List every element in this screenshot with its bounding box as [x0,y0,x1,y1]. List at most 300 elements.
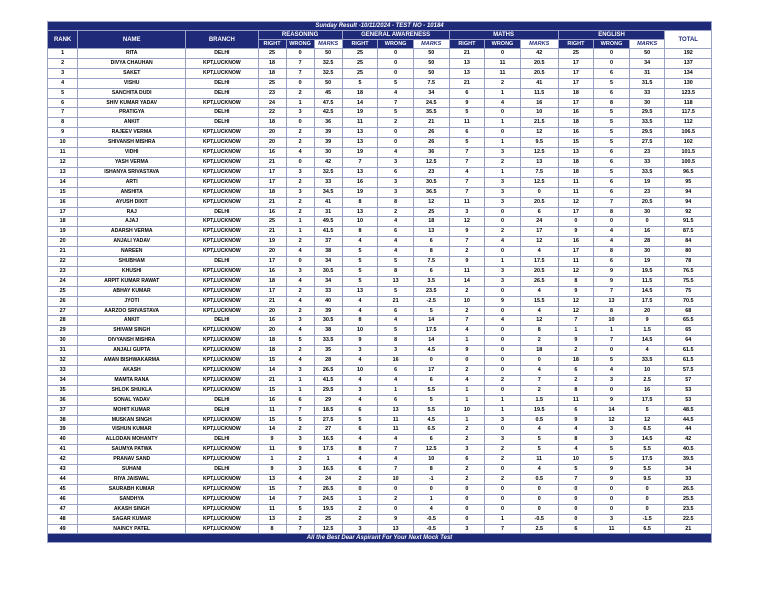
score-cell: 21 [258,197,286,207]
score-cell: 2 [449,474,485,484]
score-cell: 13 [520,157,558,167]
score-cell: 5 [413,395,449,405]
score-cell: 0 [485,356,521,366]
name-cell: VISHU [78,78,186,88]
score-cell: 39 [314,128,342,138]
total-cell: 23.5 [665,504,712,514]
name-cell: SHIVAM SINGH [78,326,186,336]
score-cell: 6 [378,366,414,376]
score-cell: 7 [520,375,558,385]
branch-cell: KPT,LUCKNOW [186,276,258,286]
score-cell: 5 [558,465,594,475]
score-cell: 1 [485,395,521,405]
table-row [48,266,712,276]
name-cell: AKASH [78,366,186,376]
score-cell: 25 [258,49,286,59]
score-cell: 10 [342,326,378,336]
score-cell: 28 [629,237,665,247]
score-cell: 6 [594,148,630,158]
score-cell: 18.5 [314,405,342,415]
score-cell: 19.5 [520,405,558,415]
score-cell: 2 [342,504,378,514]
total-cell: 96.5 [665,167,712,177]
score-cell: 4 [342,306,378,316]
score-cell: 16 [378,356,414,366]
score-cell: 47.5 [314,98,342,108]
score-cell: 14 [449,276,485,286]
score-cell: 0 [594,484,630,494]
total-cell: 65 [665,326,712,336]
score-cell: 25 [314,514,342,524]
branch-cell: KPT,LUCKNOW [186,425,258,435]
score-cell: 11 [378,415,414,425]
score-cell: 1 [485,138,521,148]
score-cell: 3 [485,187,521,197]
score-cell: 37 [314,237,342,247]
score-cell: 1 [413,494,449,504]
branch-cell: DELHI [186,207,258,217]
rank-cell: 49 [48,524,78,534]
score-cell: -1 [413,474,449,484]
score-cell: 4.5 [413,346,449,356]
score-cell: 21 [449,78,485,88]
score-cell: 0 [485,128,521,138]
rank-cell: 33 [48,366,78,376]
score-cell: 2 [485,78,521,88]
rank-cell: 9 [48,128,78,138]
table-row [48,445,712,455]
score-cell: 16 [558,237,594,247]
score-cell: 27.5 [314,415,342,425]
score-cell: 40 [314,296,342,306]
score-cell: 9 [594,266,630,276]
total-cell: 76.5 [665,266,712,276]
score-cell: 30.5 [314,266,342,276]
score-cell: 6 [413,435,449,445]
score-cell: 2 [286,237,314,247]
branch-cell: KPT,LUCKNOW [186,356,258,366]
score-cell: 2 [286,514,314,524]
score-cell: 18 [258,276,286,286]
total-cell: 68 [665,306,712,316]
score-cell: 0.5 [520,474,558,484]
branch-cell: KPT,LUCKNOW [186,157,258,167]
total-cell: 39.5 [665,455,712,465]
score-cell: 33 [314,286,342,296]
sub-header-marks: MARKS [413,40,449,49]
score-cell: 0 [378,58,414,68]
rank-cell: 19 [48,227,78,237]
total-cell: 44.5 [665,415,712,425]
score-cell: 6 [558,366,594,376]
table-row [48,78,712,88]
score-cell: 5 [378,78,414,88]
table-row [48,177,712,187]
name-cell: SAURABH KUMAR [78,484,186,494]
score-cell: 6 [413,237,449,247]
name-cell: SHUBHAM [78,257,186,267]
score-cell: 16 [258,207,286,217]
table-row [48,524,712,534]
rank-cell: 31 [48,346,78,356]
score-cell: 4 [286,356,314,366]
table-row [48,346,712,356]
score-cell: 9 [558,415,594,425]
branch-cell: KPT,LUCKNOW [186,375,258,385]
table-row [48,425,712,435]
table-row [48,138,712,148]
rank-cell: 8 [48,118,78,128]
rank-cell: 40 [48,435,78,445]
score-cell: 14 [258,366,286,376]
score-cell: 23 [629,187,665,197]
name-cell: DIVYANSH MISHRA [78,336,186,346]
rank-cell: 44 [48,474,78,484]
branch-header: BRANCH [186,31,258,49]
score-cell: 16 [258,395,286,405]
result-sheet [47,21,712,543]
total-cell: 40.5 [665,445,712,455]
score-cell: 0 [520,484,558,494]
table-row [48,237,712,247]
score-cell: 0 [594,494,630,504]
score-cell: 5 [594,356,630,366]
score-cell: 1 [485,405,521,415]
rank-cell: 4 [48,78,78,88]
score-cell: 3 [594,435,630,445]
score-cell: 6 [449,455,485,465]
score-cell: 25 [258,78,286,88]
score-cell: 23 [258,88,286,98]
score-cell: 0 [520,494,558,504]
score-cell: 7 [342,157,378,167]
score-cell: 24 [314,474,342,484]
score-cell: 6 [449,128,485,138]
branch-cell: DELHI [186,395,258,405]
score-cell: 4 [378,247,414,257]
table-row [48,128,712,138]
score-cell: 12.5 [413,445,449,455]
rank-cell: 38 [48,415,78,425]
score-cell: 6 [413,375,449,385]
score-cell: 18 [558,356,594,366]
score-cell: 1 [594,326,630,336]
name-cell: SANCHITA DUDI [78,88,186,98]
score-cell: 0 [449,494,485,504]
rank-cell: 20 [48,237,78,247]
score-cell: 17 [558,68,594,78]
score-cell: 0 [520,504,558,514]
score-cell: 8 [413,465,449,475]
score-cell: 3 [485,148,521,158]
table-row [48,58,712,68]
score-cell: 9.5 [520,138,558,148]
score-cell: 3 [485,197,521,207]
name-cell: AYUSH DIXIT [78,197,186,207]
score-cell: 3 [485,266,521,276]
score-cell: 19 [342,187,378,197]
score-cell: 0 [286,157,314,167]
score-cell: 6 [378,227,414,237]
score-cell: 9 [449,257,485,267]
score-cell: 7 [449,237,485,247]
score-cell: 4 [378,217,414,227]
score-cell: 17 [258,167,286,177]
branch-cell: KPT,LUCKNOW [186,484,258,494]
score-cell: 20 [258,326,286,336]
score-cell: 2 [378,494,414,504]
name-cell: RAJ [78,207,186,217]
score-cell: 17 [558,78,594,88]
name-cell: AJAJ [78,217,186,227]
branch-cell: KPT,LUCKNOW [186,148,258,158]
score-cell: 2 [286,138,314,148]
score-cell: 18 [558,118,594,128]
score-cell: 2 [449,465,485,475]
score-cell: 30 [629,98,665,108]
score-cell: -1.5 [629,514,665,524]
score-cell: 20 [258,138,286,148]
score-cell: 2 [286,177,314,187]
score-cell: 0 [485,465,521,475]
total-cell: 48.5 [665,405,712,415]
rank-cell: 21 [48,247,78,257]
score-cell: 0 [485,306,521,316]
score-cell: 41 [314,197,342,207]
name-cell: SANDHYA [78,494,186,504]
score-cell: 12 [520,128,558,138]
score-cell: -2.5 [413,296,449,306]
score-cell: 12.5 [520,148,558,158]
table-row [48,98,712,108]
score-cell: 0 [629,217,665,227]
score-cell: 0 [378,484,414,494]
score-cell: 3 [342,524,378,534]
score-cell: 0 [413,356,449,366]
name-cell: VIDHI [78,148,186,158]
branch-cell: KPT,LUCKNOW [186,415,258,425]
score-cell: 10 [342,366,378,376]
score-cell: 7 [378,98,414,108]
table-row [48,336,712,346]
score-cell: 7 [286,405,314,415]
rank-cell: 30 [48,336,78,346]
score-cell: 2.5 [629,375,665,385]
sub-header-wrong: WRONG [286,40,314,49]
score-cell: 6 [286,395,314,405]
score-cell: 0 [594,58,630,68]
score-cell: 5 [378,257,414,267]
score-cell: 23 [413,167,449,177]
total-cell: 192 [665,49,712,59]
score-cell: 1 [485,167,521,177]
score-cell: 27.5 [629,138,665,148]
table-row [48,316,712,326]
total-cell: 87.5 [665,227,712,237]
score-cell: 9 [594,474,630,484]
score-cell: 0 [449,484,485,494]
score-cell: 10 [342,217,378,227]
score-cell: 1 [485,88,521,98]
total-header: TOTAL [665,31,712,49]
score-cell: 3 [485,276,521,286]
score-cell: 20 [629,306,665,316]
score-cell: 3 [378,346,414,356]
score-cell: 2.5 [520,524,558,534]
total-cell: 64 [665,336,712,346]
score-cell: 3 [286,187,314,197]
score-cell: 18 [520,346,558,356]
score-cell: 3 [342,385,378,395]
score-cell: 26.5 [314,366,342,376]
score-cell: 5 [594,167,630,177]
name-cell: SAUMYA PATWA [78,445,186,455]
branch-cell: KPT,LUCKNOW [186,296,258,306]
name-cell: ANKIT [78,118,186,128]
score-cell: 15 [258,385,286,395]
score-cell: 3 [286,366,314,376]
score-cell: 4 [378,375,414,385]
total-cell: 101.5 [665,148,712,158]
name-cell: AARZOO SRIVASTAVA [78,306,186,316]
score-cell: -0.5 [520,514,558,524]
score-cell: 41.5 [314,227,342,237]
score-cell: 1 [286,217,314,227]
score-cell: 11 [520,455,558,465]
total-cell: 84 [665,237,712,247]
score-cell: 25 [342,49,378,59]
general-awareness-header: GENERAL AWARENESS [342,31,449,40]
score-cell: 29.5 [629,108,665,118]
score-cell: 3 [485,415,521,425]
score-cell: 12.5 [520,177,558,187]
branch-cell: KPT,LUCKNOW [186,514,258,524]
branch-cell: KPT,LUCKNOW [186,504,258,514]
name-cell: DIVYA CHAUHAN [78,58,186,68]
score-cell: 13 [558,148,594,158]
rank-cell: 32 [48,356,78,366]
name-cell: AKASH SINGH [78,504,186,514]
score-cell: 13 [378,276,414,286]
score-cell: 18 [258,336,286,346]
sub-header-marks: MARKS [629,40,665,49]
score-cell: 30 [314,148,342,158]
total-cell: 102 [665,138,712,148]
score-cell: 13 [342,128,378,138]
score-cell: 33 [314,177,342,187]
total-cell: 117.5 [665,108,712,118]
score-cell: 12 [558,306,594,316]
score-cell: 4 [485,237,521,247]
score-cell: 5 [342,415,378,425]
score-cell: 2 [286,425,314,435]
branch-cell: DELHI [186,88,258,98]
score-cell: 0 [449,504,485,514]
score-cell: 17.5 [629,395,665,405]
score-cell: 11 [485,58,521,68]
table-row [48,49,712,59]
table-row [48,455,712,465]
score-cell: 11 [342,118,378,128]
table-row [48,465,712,475]
score-cell: 20.5 [520,197,558,207]
branch-cell: KPT,LUCKNOW [186,197,258,207]
score-cell: 23.5 [413,286,449,296]
name-cell: SHIV KUMAR YADAV [78,98,186,108]
score-cell: 32.5 [314,68,342,78]
score-cell: 10 [413,455,449,465]
score-cell: 11 [485,68,521,78]
score-cell: 9 [378,514,414,524]
score-cell: 4 [378,435,414,445]
score-cell: 4 [342,296,378,306]
score-cell: 25 [558,49,594,59]
branch-cell: DELHI [186,316,258,326]
score-cell: 17 [558,58,594,68]
score-cell: 1 [286,98,314,108]
score-cell: 7.5 [413,78,449,88]
score-cell: 50 [413,58,449,68]
sub-header-wrong: WRONG [485,40,521,49]
score-cell: 1 [449,415,485,425]
score-cell: 2 [449,286,485,296]
score-cell: 13 [378,405,414,415]
branch-cell: KPT,LUCKNOW [186,286,258,296]
name-cell: ALLODAN MOHANTY [78,435,186,445]
branch-cell: DELHI [186,118,258,128]
rank-cell: 3 [48,68,78,78]
score-cell: 17 [258,286,286,296]
score-cell: 9 [258,435,286,445]
score-cell: 3 [378,187,414,197]
sheet-title: Sunday Result -10/11/2024 - TEST NO - 10184 [48,22,712,31]
score-cell: 8 [258,524,286,534]
score-cell: 7 [286,484,314,494]
score-cell: 34 [629,58,665,68]
name-cell: SONAL YADAV [78,395,186,405]
score-cell: 9 [449,346,485,356]
rank-cell: 17 [48,207,78,217]
total-cell: 100.5 [665,157,712,167]
branch-cell: DELHI [186,405,258,415]
score-cell: 18 [258,118,286,128]
score-cell: 0 [485,425,521,435]
score-cell: 13 [449,68,485,78]
table-row [48,306,712,316]
score-cell: 16 [342,177,378,187]
score-cell: 17 [413,366,449,376]
rank-cell: 48 [48,514,78,524]
score-cell: 15 [258,356,286,366]
score-cell: 21 [449,49,485,59]
score-cell: 38 [314,326,342,336]
score-cell: 11 [258,504,286,514]
branch-cell: KPT,LUCKNOW [186,306,258,316]
score-cell: 0 [558,514,594,524]
score-cell: 15 [258,484,286,494]
score-cell: 5.5 [413,405,449,415]
score-cell: 0 [594,49,630,59]
sub-header-wrong: WRONG [594,40,630,49]
rank-cell: 24 [48,276,78,286]
score-cell: 5 [342,78,378,88]
score-cell: 5 [413,306,449,316]
branch-cell: KPT,LUCKNOW [186,138,258,148]
score-cell: 49.5 [314,217,342,227]
score-cell: 0 [485,336,521,346]
sub-header-right: RIGHT [558,40,594,49]
total-cell: 53 [665,395,712,405]
